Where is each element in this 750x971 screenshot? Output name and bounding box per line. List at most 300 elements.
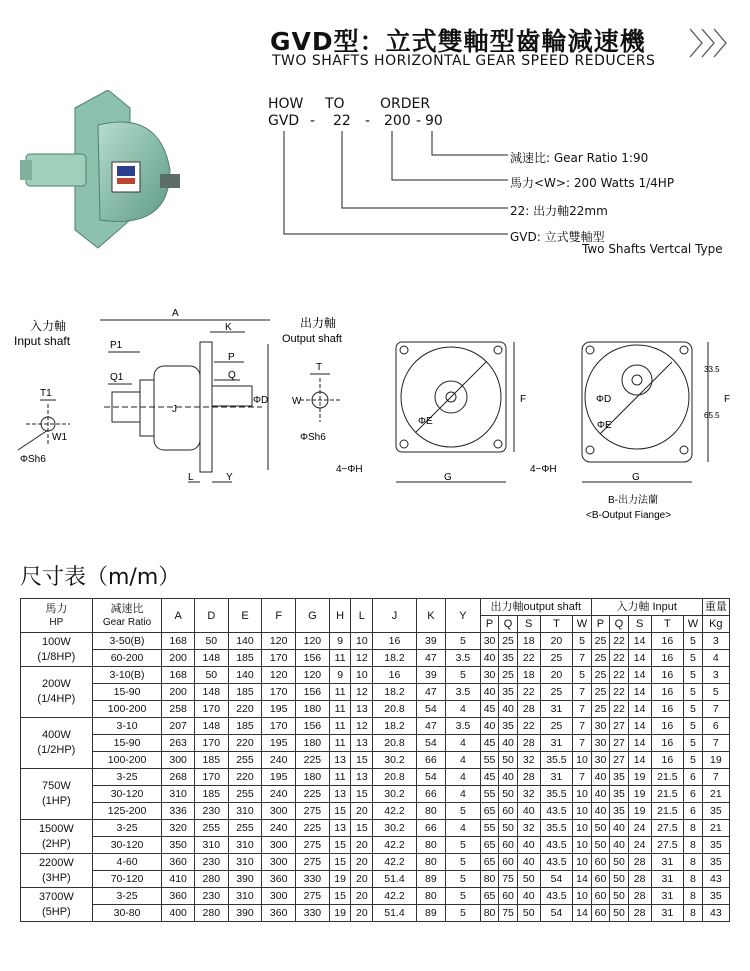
dimension-table [20,598,730,922]
table-cell: 330 [296,871,330,888]
table-cell: 80 [416,888,445,905]
table-cell: 51.4 [373,871,416,888]
table-cell: 43.5 [540,854,573,871]
header-kg: Kg [702,616,729,633]
dims-title: 尺寸表（m/m） [20,565,181,590]
dim-F2: F [724,394,731,405]
ratio-cell: 15-90 [92,684,162,701]
table-cell: 31 [540,701,573,718]
table-cell: 20 [540,667,573,684]
table-cell: 7 [573,718,592,735]
table-cell: 40 [517,888,540,905]
dim-D2: ΦD [596,394,612,405]
table-cell: 4 [702,650,729,667]
table-cell: 18.2 [373,718,416,735]
power-cell: 400W (1/2HP) [21,718,93,769]
dim-Q1: Q1 [110,372,124,383]
table-cell: 12 [351,718,373,735]
table-cell: 35.5 [540,752,573,769]
table-cell: 170 [194,735,228,752]
dim-Sh6-out: ΦSh6 [300,432,326,443]
table-cell: 120 [296,633,330,650]
table-cell: 6 [684,769,703,786]
table-cell: 31 [651,888,684,905]
ratio-cell: 60-200 [92,650,162,667]
table-cell: 16 [651,735,684,752]
table-cell: 51.4 [373,905,416,922]
table-cell: 6 [684,786,703,803]
table-cell: 3.5 [446,684,481,701]
order-to: TO [325,96,345,112]
dim-A: A [172,308,179,319]
table-cell: 185 [194,752,228,769]
table-cell: 40 [591,769,609,786]
table-cell: 27.5 [651,837,684,854]
table-cell: 19 [628,803,651,820]
table-cell: 39 [416,633,445,650]
header-sub: P [480,616,498,633]
table-row [21,667,730,684]
table-cell: 75 [499,871,517,888]
table-cell: 13 [329,752,351,769]
table-cell: 16 [651,701,684,718]
table-cell: 28 [628,888,651,905]
table-cell: 12 [351,650,373,667]
table-cell: 60 [499,803,517,820]
table-cell: 180 [296,701,330,718]
table-cell: 45 [480,701,498,718]
page-title: GVD型：立式雙軸型齒輪減速機 [270,27,646,56]
table-cell: 170 [262,650,296,667]
table-cell: 40 [499,701,517,718]
table-cell: 185 [228,718,262,735]
table-cell: 31 [540,735,573,752]
table-cell: 28 [628,871,651,888]
table-cell: 18 [517,633,540,650]
table-cell: 40 [591,803,609,820]
power-cell: 3700W (5HP) [21,888,93,922]
table-cell: 39 [416,667,445,684]
dim-H2: 4−ΦH [530,464,557,475]
table-cell: 5 [684,718,703,735]
table-cell: 13 [351,769,373,786]
table-cell: 156 [296,718,330,735]
power-cell: 750W (1HP) [21,769,93,820]
table-row [21,650,730,667]
table-cell: 40 [591,786,609,803]
table-cell: 300 [262,837,296,854]
table-cell: 258 [162,701,195,718]
table-cell: 180 [296,769,330,786]
order-code-dash: - [416,113,422,129]
page-subtitle: TWO SHAFTS HORIZONTAL GEAR SPEED REDUCERS [272,53,656,69]
table-cell: 60 [591,888,609,905]
table-cell: 54 [416,769,445,786]
table-cell: 20 [351,871,373,888]
table-cell: 5 [446,667,481,684]
ratio-cell: 3-25 [92,769,162,786]
header-power: 馬力 HP [21,599,93,633]
ratio-cell: 30-80 [92,905,162,922]
table-cell: 14 [628,752,651,769]
table-cell: 14 [628,667,651,684]
table-cell: 20 [351,905,373,922]
table-row [21,718,730,735]
table-cell: 5 [684,684,703,701]
table-cell: 21 [702,786,729,803]
table-cell: 140 [228,633,262,650]
table-cell: 10 [351,667,373,684]
table-cell: 220 [228,735,262,752]
header-col: H [329,599,351,633]
table-cell: 240 [262,786,296,803]
table-cell: 200 [162,684,195,701]
table-cell: 65 [480,837,498,854]
dim-T: T [316,362,323,373]
header-col: A [162,599,195,633]
table-cell: 40 [499,769,517,786]
table-cell: 27 [610,752,628,769]
table-cell: 75 [499,905,517,922]
table-cell: 280 [194,871,228,888]
table-cell: 336 [162,803,195,820]
table-cell: 31 [540,769,573,786]
table-cell: 25 [540,718,573,735]
table-cell: 50 [610,888,628,905]
table-cell: 7 [573,650,592,667]
table-cell: 7 [573,735,592,752]
table-cell: 225 [296,752,330,769]
table-cell: 40 [610,837,628,854]
table-cell: 330 [296,905,330,922]
dim-T1: T1 [40,388,52,399]
table-cell: 19 [628,786,651,803]
header-sub: T [540,616,573,633]
table-cell: 3 [702,633,729,650]
table-cell: 21 [702,820,729,837]
table-cell: 43.5 [540,837,573,854]
table-cell: 47 [416,684,445,701]
table-cell: 14 [628,718,651,735]
table-cell: 22 [610,633,628,650]
table-cell: 28 [628,905,651,922]
table-cell: 20 [351,888,373,905]
header-col: E [228,599,262,633]
table-cell: 185 [228,684,262,701]
order-code-dash: - [310,113,316,129]
table-cell: 30 [591,718,609,735]
table-cell: 230 [194,888,228,905]
table-cell: 148 [194,650,228,667]
table-cell: 40 [517,837,540,854]
table-cell: 80 [416,803,445,820]
ratio-cell: 3-10 [92,718,162,735]
table-cell: 40 [517,803,540,820]
table-cell: 300 [262,854,296,871]
header-sub: T [651,616,684,633]
table-cell: 3.5 [446,650,481,667]
table-cell: 8 [684,820,703,837]
table-cell: 14 [573,905,592,922]
table-cell: 10 [573,820,592,837]
table-cell: 16 [651,684,684,701]
header-sub: S [628,616,651,633]
table-cell: 32 [517,786,540,803]
table-cell: 55 [480,786,498,803]
table-cell: 18.2 [373,650,416,667]
table-cell: 31 [651,871,684,888]
table-cell: 65 [480,803,498,820]
table-row [21,735,730,752]
header-sub: Q [610,616,628,633]
table-cell: 170 [262,718,296,735]
product-photo [20,90,200,260]
table-cell: 4 [446,769,481,786]
table-cell: 30 [591,735,609,752]
table-cell: 20 [351,803,373,820]
flange-cn-label: B-出力法蘭 [608,495,658,506]
table-cell: 35 [610,803,628,820]
table-cell: 50 [517,905,540,922]
table-cell: 310 [228,888,262,905]
table-cell: 5 [446,905,481,922]
table-cell: 24 [628,820,651,837]
table-cell: 89 [416,905,445,922]
table-cell: 89 [416,871,445,888]
table-cell: 300 [162,752,195,769]
table-cell: 30.2 [373,752,416,769]
table-cell: 5 [684,752,703,769]
table-cell: 5 [684,667,703,684]
order-how: HOW [268,96,304,112]
output-shaft-en-label: Output shaft [282,333,342,345]
table-cell: 4 [446,701,481,718]
table-cell: 54 [540,905,573,922]
table-cell: 22 [610,667,628,684]
table-cell: 42.2 [373,854,416,871]
table-cell: 15 [329,888,351,905]
table-cell: 195 [262,735,296,752]
table-cell: 5 [446,803,481,820]
table-cell: 9 [329,633,351,650]
table-cell: 390 [228,871,262,888]
ratio-cell: 70-120 [92,871,162,888]
table-cell: 13 [329,786,351,803]
table-cell: 22 [517,650,540,667]
table-cell: 21.5 [651,803,684,820]
ratio-cell: 125-200 [92,803,162,820]
table-cell: 35 [702,837,729,854]
table-cell: 35 [702,888,729,905]
table-cell: 10 [573,786,592,803]
header-sub: P [591,616,609,633]
table-cell: 268 [162,769,195,786]
ratio-cell: 3-50(B) [92,633,162,650]
input-shaft-en-label: Input shaft [14,334,71,348]
chevrons-icon [688,25,736,61]
table-row [21,633,730,650]
ratio-cell: 3-25 [92,888,162,905]
table-cell: 50 [610,871,628,888]
order-code-dash: - [365,113,371,129]
table-cell: 410 [162,871,195,888]
table-cell: 18.2 [373,684,416,701]
table-cell: 350 [162,837,195,854]
table-cell: 5 [446,888,481,905]
table-cell: 6 [684,803,703,820]
table-cell: 120 [262,667,296,684]
table-cell: 300 [262,803,296,820]
power-cell: 100W (1/8HP) [21,633,93,667]
table-cell: 168 [162,667,195,684]
dim-G: G [444,472,452,483]
table-cell: 40 [480,718,498,735]
table-row [21,752,730,769]
table-cell: 22 [517,684,540,701]
table-cell: 40 [610,820,628,837]
table-cell: 32 [517,752,540,769]
table-cell: 21.5 [651,769,684,786]
table-cell: 20 [540,633,573,650]
order-code-power: 200 [384,113,411,129]
header-col: L [351,599,373,633]
table-cell: 225 [296,786,330,803]
table-cell: 11 [329,769,351,786]
table-cell: 14 [628,650,651,667]
table-cell: 220 [228,701,262,718]
dim-E2: ΦE [597,420,612,431]
header-sub: W [573,616,592,633]
dim-33-5: 33.5 [704,365,720,374]
table-cell: 47 [416,718,445,735]
table-cell: 80 [480,905,498,922]
table-cell: 20 [351,837,373,854]
table-cell: 11 [329,718,351,735]
table-cell: 60 [499,837,517,854]
table-cell: 230 [194,854,228,871]
table-cell: 35 [499,684,517,701]
table-cell: 5 [684,633,703,650]
table-cell: 80 [416,854,445,871]
table-cell: 50 [610,854,628,871]
ratio-cell: 3-10(B) [92,667,162,684]
table-row [21,769,730,786]
table-cell: 60 [591,905,609,922]
table-cell: 40 [480,684,498,701]
table-cell: 19 [329,871,351,888]
dim-L: L [188,472,194,483]
table-cell: 50 [591,837,609,854]
table-row [21,854,730,871]
table-cell: 5 [573,633,592,650]
table-cell: 28 [517,735,540,752]
dim-G2: G [632,472,640,483]
table-row [21,888,730,905]
table-cell: 30 [591,752,609,769]
ratio-cell: 30-120 [92,837,162,854]
table-cell: 230 [194,803,228,820]
table-row [21,684,730,701]
table-cell: 60 [499,888,517,905]
table-cell: 10 [573,803,592,820]
table-cell: 200 [162,650,195,667]
dim-W1: W1 [52,432,67,443]
table-cell: 275 [296,803,330,820]
table-cell: 3.5 [446,718,481,735]
table-cell: 275 [296,854,330,871]
table-cell: 30.2 [373,820,416,837]
table-cell: 310 [194,837,228,854]
table-cell: 16 [651,718,684,735]
table-cell: 255 [228,786,262,803]
table-cell: 43 [702,871,729,888]
table-cell: 15 [329,803,351,820]
header-output-shaft: 出力軸output shaft [480,599,591,616]
table-cell: 400 [162,905,195,922]
order-code-shaft: 22 [333,113,351,129]
dim-Y: Y [226,472,233,483]
table-cell: 25 [591,667,609,684]
table-cell: 66 [416,752,445,769]
order-line-model-en: Two Shafts Vertcal Type [582,242,723,256]
table-cell: 7 [573,684,592,701]
table-cell: 28 [517,769,540,786]
order-order: ORDER [380,96,431,112]
order-line-power: 馬力<W>: 200 Watts 1/4HP [510,176,675,190]
table-cell: 170 [262,684,296,701]
table-cell: 55 [480,752,498,769]
technical-drawing [0,300,750,525]
table-cell: 43.5 [540,803,573,820]
table-cell: 19 [628,769,651,786]
order-line-shaft: 22: 出力軸22mm [510,204,608,218]
table-cell: 40 [499,735,517,752]
table-cell: 7 [573,701,592,718]
table-cell: 275 [296,837,330,854]
table-cell: 16 [651,633,684,650]
output-shaft-cn-label: 出力軸 [300,316,337,330]
table-cell: 156 [296,684,330,701]
table-cell: 50 [499,786,517,803]
table-cell: 13 [329,820,351,837]
table-cell: 390 [228,905,262,922]
table-cell: 35.5 [540,786,573,803]
table-cell: 40 [517,854,540,871]
table-cell: 180 [296,735,330,752]
table-row [21,820,730,837]
table-cell: 14 [628,633,651,650]
table-cell: 25 [591,633,609,650]
table-cell: 30.2 [373,786,416,803]
table-cell: 35 [499,650,517,667]
table-cell: 263 [162,735,195,752]
table-cell: 20 [351,854,373,871]
table-cell: 14 [628,735,651,752]
table-cell: 18 [517,667,540,684]
table-cell: 280 [194,905,228,922]
table-cell: 60 [591,871,609,888]
table-cell: 185 [194,786,228,803]
table-cell: 7 [702,735,729,752]
table-cell: 22 [610,701,628,718]
table-cell: 7 [702,769,729,786]
table-cell: 220 [228,769,262,786]
table-cell: 25 [591,650,609,667]
table-cell: 148 [194,684,228,701]
table-cell: 80 [480,871,498,888]
table-cell: 5 [446,854,481,871]
table-cell: 4 [446,786,481,803]
